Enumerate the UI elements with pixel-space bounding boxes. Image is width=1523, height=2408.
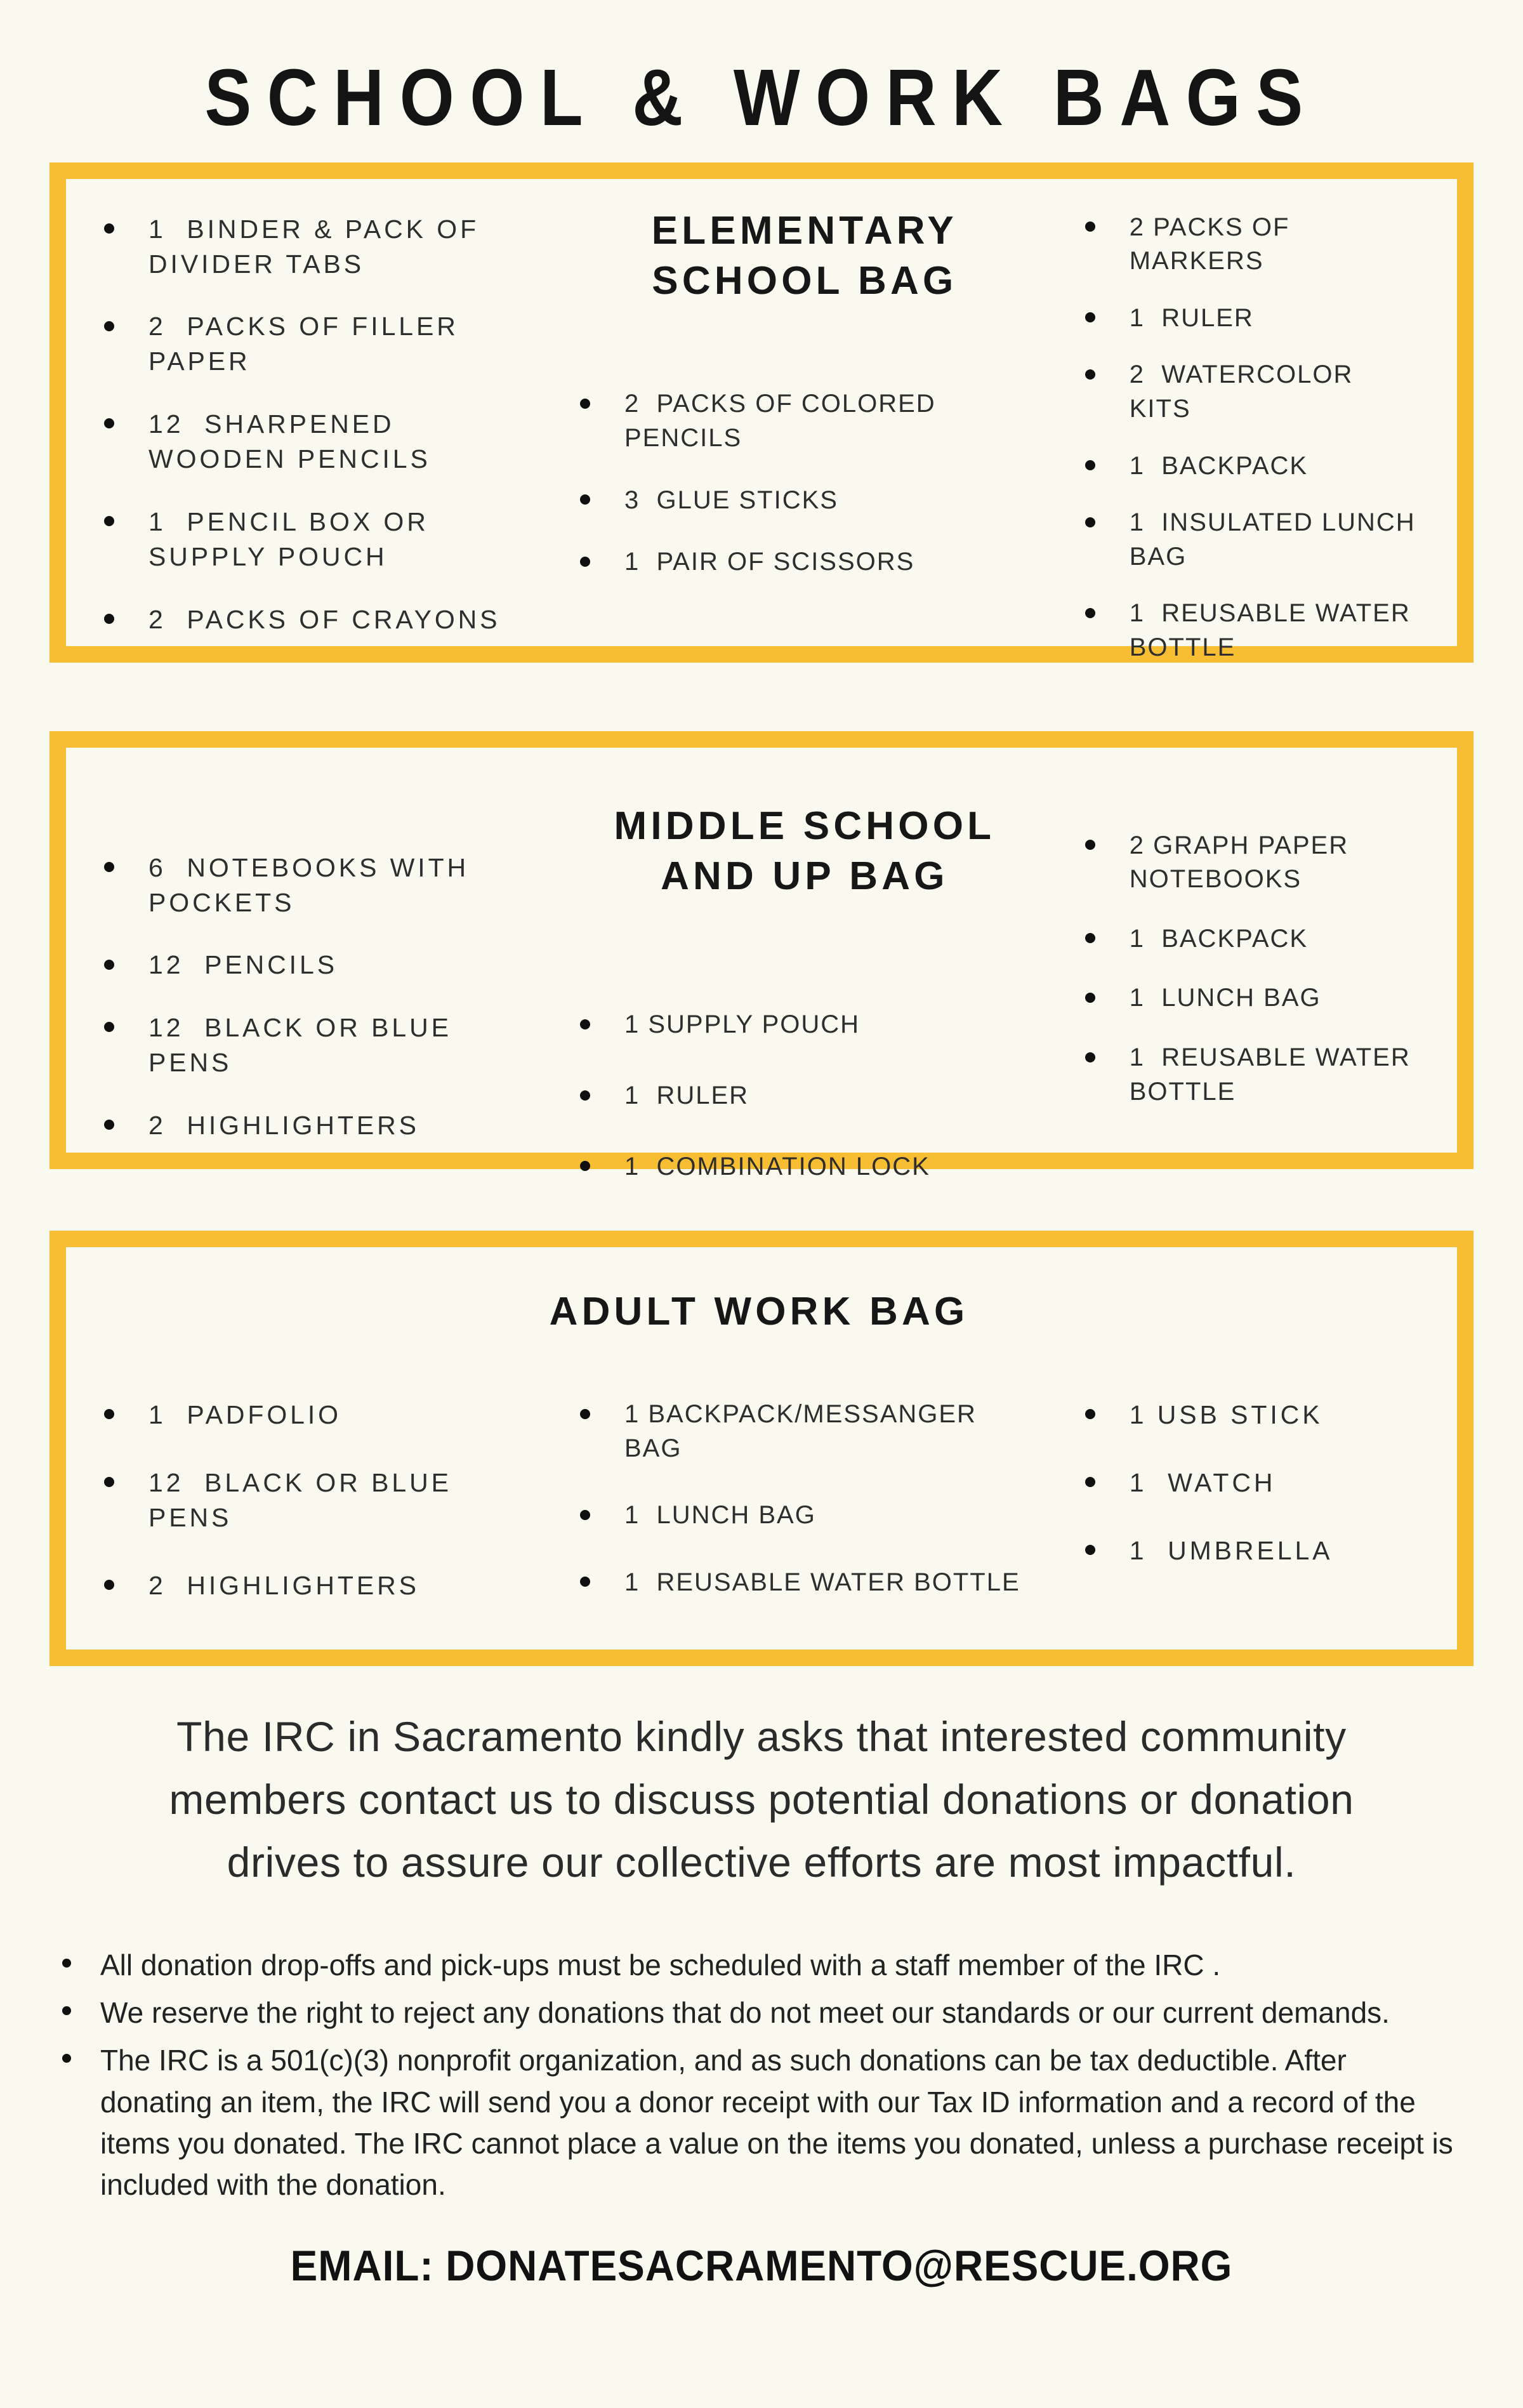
list-item: 1 UMBRELLA <box>1078 1533 1421 1568</box>
list-item: 2 GRAPH PAPER NOTEBOOKS <box>1078 829 1421 897</box>
list-item: 1 USB STICK <box>1078 1398 1421 1432</box>
item-list <box>572 1398 1037 1599</box>
box-heading: ELEMENTARY SCHOOL BAG <box>651 208 958 303</box>
list-item: 1 REUSABLE WATER BOTTLE <box>1078 597 1421 665</box>
notice-paragraph: The IRC in Sacramento kindly asks that interested community members contact us to discuss potential donations or donation drives to assure our collective efforts are most impactful. <box>169 1712 1354 1886</box>
list-item: 6 NOTEBOOKS WITH POCKETS <box>96 850 532 920</box>
flyer-page <box>0 54 1523 2408</box>
list-item: 12 BLACK OR BLUE PENS <box>96 1465 532 1535</box>
policy-item: The IRC is a 501(c)(3) nonprofit organization, and as such donations can be tax deductible. After donating an item, the IRC will send you a donor receipt with our Tax ID information and a record of the items you donated. The IRC cannot place a value on the items you donated, unless a purchase receipt is included with the donation. <box>58 2040 1466 2206</box>
list-item: 1 INSULATED LUNCH BAG <box>1078 506 1421 574</box>
list-item: 1 RULER <box>572 1079 1037 1113</box>
list-item: 1 REUSABLE WATER BOTTLE <box>1078 1041 1421 1109</box>
list-item: 2 HIGHLIGHTERS <box>96 1108 532 1143</box>
list-item: 1 BACKPACK <box>1078 922 1421 956</box>
box-elementary-school-bag <box>49 162 1474 663</box>
item-list <box>96 850 532 1144</box>
list-item: 1 REUSABLE WATER BOTTLE <box>572 1566 1037 1600</box>
middle-school-column-left <box>96 774 532 1221</box>
box-heading: ADULT WORK BAG <box>549 1289 969 1333</box>
policy-item: We reserve the right to reject any donations that do not meet our standards or our current demands. <box>58 1992 1466 2034</box>
list-item: 1 SUPPLY POUCH <box>572 1008 1037 1042</box>
list-item: 2 PACKS OF MARKERS <box>1078 211 1421 279</box>
list-item: 1 LUNCH BAG <box>1078 981 1421 1015</box>
item-list <box>572 387 1037 579</box>
middle-school-column-middle <box>572 774 1037 1221</box>
list-item: 1 BINDER & PACK OF DIVIDER TABS <box>96 212 532 282</box>
page-title: SCHOOL & WORK BAGS <box>204 53 1319 142</box>
list-item: 1 BACKPACK <box>1078 449 1421 484</box>
item-list <box>96 212 532 637</box>
list-item: 12 BLACK OR BLUE PENS <box>96 1010 532 1080</box>
item-list <box>1078 1398 1421 1568</box>
item-list <box>1078 829 1421 1109</box>
list-item: 12 PENCILS <box>96 948 532 982</box>
elementary-column-left <box>96 206 532 688</box>
box-columns <box>96 1398 1421 1636</box>
box-adult-work-bag <box>49 1231 1474 1666</box>
box-middle-school-bag <box>49 731 1474 1181</box>
elementary-column-right <box>1078 206 1424 688</box>
list-item: 2 PACKS OF COLORED PENCILS <box>572 387 1037 455</box>
email-footer: EMAIL: DONATESACRAMENTO@RESCUE.ORG <box>290 2242 1233 2291</box>
list-item: 1 BACKPACK/MESSANGER BAG <box>572 1398 1037 1465</box>
list-item: 1 PADFOLIO <box>96 1398 532 1432</box>
policy-item: All donation drop-offs and pick-ups must be scheduled with a staff member of the IRC . <box>58 1945 1466 1986</box>
box-heading: MIDDLE SCHOOL AND UP BAG <box>614 804 996 898</box>
adult-column-right <box>1078 1398 1421 1636</box>
policy-list <box>58 1945 1466 2206</box>
list-item: 1 PENCIL BOX OR SUPPLY POUCH <box>96 505 532 574</box>
list-item: 2 PACKS OF FILLER PAPER <box>96 309 532 379</box>
list-item: 1 WATCH <box>1078 1465 1421 1500</box>
adult-column-left <box>96 1398 532 1636</box>
list-item: 3 GLUE STICKS <box>572 484 1037 518</box>
elementary-column-middle <box>572 206 1037 688</box>
list-item: 12 SHARPENED WOODEN PENCILS <box>96 407 532 477</box>
list-item: 2 HIGHLIGHTERS <box>96 1568 532 1603</box>
box-columns <box>96 206 1424 661</box>
adult-column-middle <box>572 1398 1037 1636</box>
middle-school-column-right <box>1078 774 1421 1221</box>
list-item: 2 PACKS OF CRAYONS <box>96 602 532 637</box>
box-columns <box>96 774 1421 1181</box>
item-list <box>1078 211 1424 665</box>
item-list <box>572 1008 1037 1184</box>
list-item: 2 WATERCOLOR KITS <box>1078 358 1421 426</box>
list-item: 1 LUNCH BAG <box>572 1498 1037 1533</box>
list-item: 1 RULER <box>1078 301 1421 336</box>
list-item: 1 PAIR OF SCISSORS <box>572 545 1037 579</box>
item-list <box>96 1398 532 1603</box>
list-item: 1 COMBINATION LOCK <box>572 1150 1037 1184</box>
